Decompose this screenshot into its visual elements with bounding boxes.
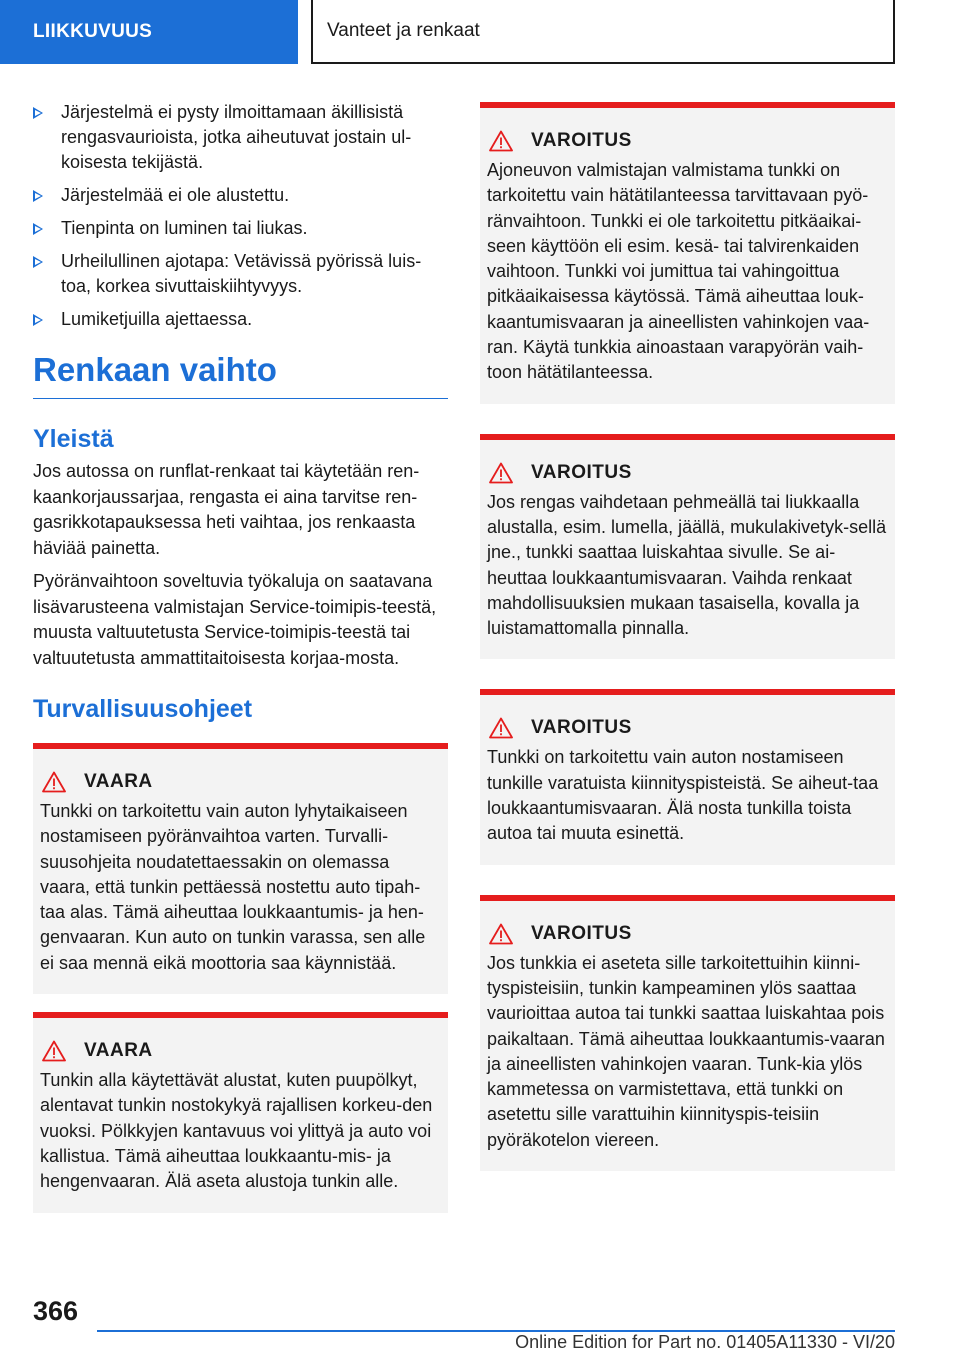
general-paragraph: Pyöränvaihtoon soveltuvia työkaluja on saatavana lisävarusteena valmistajan Service-toimipis-teestä, muusta valtuutetusta Service-toimipis-teestä tai valtuutetusta ammattitaitoisesta korjaa-mosta.: [33, 571, 437, 668]
warning-triangle-icon: [489, 462, 513, 484]
header-section-tab: LIIKKUVUUS: [0, 0, 298, 64]
warning-text: Ajoneuvon valmistajan valmistama tunkki on tarkoitettu vain hätätilanteessa tarvittavaan pyö-ränvaihtoon. Tunkki ei ole tarkoitettu pitkäaikai-seen käyttöön eli esim. kesä- tai talvirenkaiden vaihtoon. Tunkki voi jumittua tai vahingoittua pitkäaikaisessa käytössä. Tämä aiheuttaa louk-kaantumisvaaran ja aineellisten vahinkojen vaa-ran. Käytä tunkkia ainoastaan varapyörän vaih-toon hätätilanteessa.: [487, 160, 870, 383]
danger-box: [33, 743, 448, 994]
caution-box: [480, 689, 895, 864]
caution-box: [480, 434, 895, 660]
warning-label: VAARA: [84, 1040, 153, 1062]
right-column: [480, 102, 895, 1197]
condition-list: [33, 100, 448, 332]
warning-label: VAROITUS: [531, 922, 632, 944]
safety-heading: Turvallisuusohjeet: [33, 695, 253, 723]
page-number: 366: [33, 1296, 79, 1326]
caution-box: [480, 102, 895, 404]
warning-text: Jos rengas vaihdetaan pehmeällä tai liukkaalla alustalla, esim. lumella, jäällä, mukulakivetyk-sellä jne., tunkki saattaa luiskahtaa sivulle. Se ai-heuttaa loukkaantumisvaaran. Vaihda renkaat mahdollisuuksien mukaan tasaisella, kovalla ja luistamattomalla pinnalla.: [487, 491, 887, 639]
left-column: [33, 100, 448, 1239]
warning-label: VAROITUS: [531, 461, 632, 483]
warning-text: Tunkin alla käytettävät alustat, kuten puupölkyt, alentavat tunkin nostokykyä rajallisen korkeu-den vuoksi. Pölkkyjen kantavuus voi ylittyä ja auto voi kallistua. Tämä aiheuttaa loukkaantu-mis- ja hengenvaaran. Älä aseta alustoja tunkin alle.: [40, 1070, 433, 1192]
triangle-bullet-icon: [33, 190, 43, 202]
triangle-bullet-icon: [33, 256, 43, 268]
caution-box: [480, 895, 895, 1171]
list-item: Urheilullinen ajotapa: Vetävissä pyörissä luis-toa, korkea sivuttaiskiihtyvyys.: [33, 249, 448, 299]
warning-label: VAARA: [84, 771, 153, 792]
warning-triangle-icon: [489, 717, 513, 739]
warning-label: VAROITUS: [531, 717, 632, 739]
list-item: Tienpinta on luminen tai liukas.: [33, 216, 448, 241]
warning-label: VAROITUS: [531, 130, 632, 151]
footer-edition-text: Online Edition for Part no. 01405A11330 - VI/20: [515, 1332, 895, 1352]
list-item: Lumiketjuilla ajettaessa.: [33, 307, 448, 332]
danger-box: [33, 1012, 448, 1212]
warning-triangle-icon: [42, 1040, 66, 1062]
general-heading: Yleistä: [33, 425, 114, 453]
warning-triangle-icon: [42, 771, 66, 793]
triangle-bullet-icon: [33, 314, 43, 326]
header-chapter-title: Vanteet ja renkaat: [311, 0, 895, 64]
warning-triangle-icon: [489, 130, 513, 152]
triangle-bullet-icon: [33, 107, 43, 119]
section-title: Renkaan vaihto: [33, 350, 448, 399]
warning-text: Jos tunkkia ei aseteta sille tarkoitettuihin kiinni-tyspisteisiin, tunkin kampeaminen ylös saattaa vaurioittaa autoa tai tunkki saattaa luiskahtaa pois paikaltaan. Tämä aiheuttaa loukkaantumis-vaaran ja aineellisten vahinkojen vaaran. Tunk-kia ylös kammetessa on varmistettava, että tunkki on asetettu sille varattuihin kiinnityspis-teisiin pyöräkotelon viereen.: [487, 952, 885, 1150]
general-paragraph: Jos autossa on runflat-renkaat tai käytetään ren-kaankorjaussarjaa, rengasta ei aina tarvitse ren-gasrikkotapauksessa heti vaihtaa, jos renkaasta häviää painetta.: [33, 461, 420, 558]
list-item: Järjestelmä ei pysty ilmoittamaan äkillisistä rengasvaurioista, jotka aiheutuvat jostain ul-koisesta tekijästä.: [33, 100, 448, 175]
list-item: Järjestelmää ei ole alustettu.: [33, 183, 448, 208]
warning-text: Tunkki on tarkoitettu vain auton nostamiseen tunkille varatuista kiinnityspisteistä. Se aiheut-taa loukkaantumisvaaran. Älä nosta tunkilla toista autoa tai muuta esinettä.: [487, 747, 879, 844]
warning-text: Tunkki on tarkoitettu vain auton lyhytaikaiseen nostamiseen pyöränvaihtoa varten. Turvalli-suusohjeita noudatettaessakin on olemassa vaara, että tunkin pettäessä nostettu auto tipah-taa alas. Tämä aiheuttaa loukkaantumis- ja hen-genvaaran. Kun auto on tunkin varassa, sen alle ei saa mennä eikä moottoria saa käynnistää.: [40, 801, 426, 973]
triangle-bullet-icon: [33, 223, 43, 235]
warning-triangle-icon: [489, 923, 513, 945]
